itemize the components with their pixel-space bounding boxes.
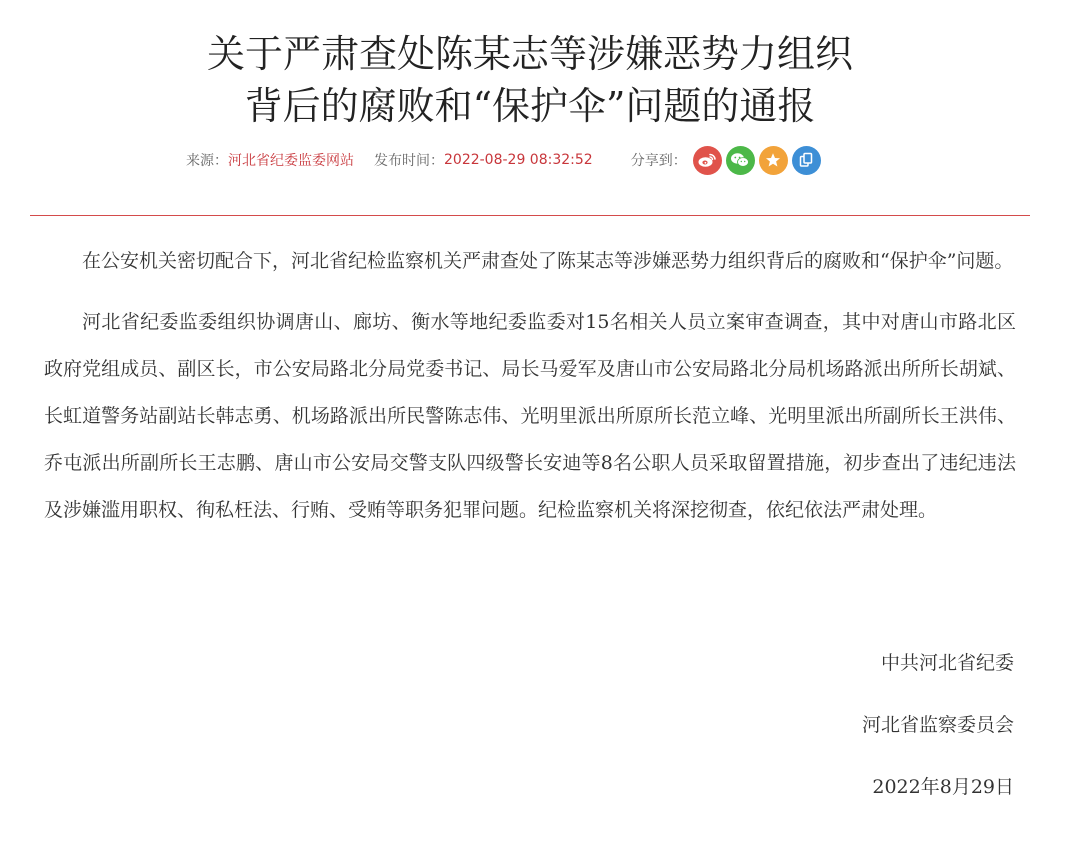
paragraph-2: 河北省纪委监委组织协调唐山、廊坊、衡水等地纪委监委对15名相关人员立案审查调查，其中对唐山市路北区政府党组成员、副区长，市公安局路北分局党委书记、局长马爱军及唐山市公安局路北分局机场路派出所所长胡斌、长虹道警务站副站长韩志勇、机场路派出所民警陈志伟、光明里派出所原所长范立峰、光明里派出所副所长王洪伟、乔屯派出所副所长王志鹏、唐山市公安局交警支队四级警长安迪等8名公职人员采取留置措施，初步查出了违纪违法及涉嫌滥用职权、徇私枉法、行贿、受贿等职务犯罪问题。纪检监察机关将深挖彻查，依纪依法严肃处理。 — [44, 311, 1016, 521]
article-title-line-1: 关于严肃查处陈某志等涉嫌恶势力组织 — [206, 32, 853, 76]
signature-party-committee: 中共河北省纪委 — [880, 652, 1014, 674]
article-title-line-2: 背后的腐败和“保护伞”问题的通报 — [244, 84, 816, 128]
source-value[interactable]: 河北省纪委监委网站 — [228, 153, 354, 169]
favorite-star-icon[interactable] — [759, 146, 788, 175]
article-meta — [186, 146, 821, 174]
publish-date: 2022年8月29日 — [872, 776, 1014, 798]
publish-time-label: 发布时间： — [374, 153, 444, 169]
wechat-icon[interactable] — [726, 146, 755, 175]
signature-supervision-commission: 河北省监察委员会 — [861, 714, 1014, 736]
paragraph-1: 在公安机关密切配合下，河北省纪检监察机关严肃查处了陈某志等涉嫌恶势力组织背后的腐败和“保护伞”问题。 — [82, 250, 1014, 272]
source-label: 来源： — [186, 153, 228, 169]
copy-link-icon[interactable] — [792, 146, 821, 175]
article-title — [0, 28, 1060, 132]
publish-time-value: 2022-08-29 08:32:52 — [444, 152, 593, 168]
share-label: 分享到： — [630, 153, 687, 169]
header-divider — [30, 215, 1030, 216]
share-icons — [693, 146, 821, 175]
article-body — [44, 238, 1016, 548]
weibo-icon[interactable] — [693, 146, 722, 175]
